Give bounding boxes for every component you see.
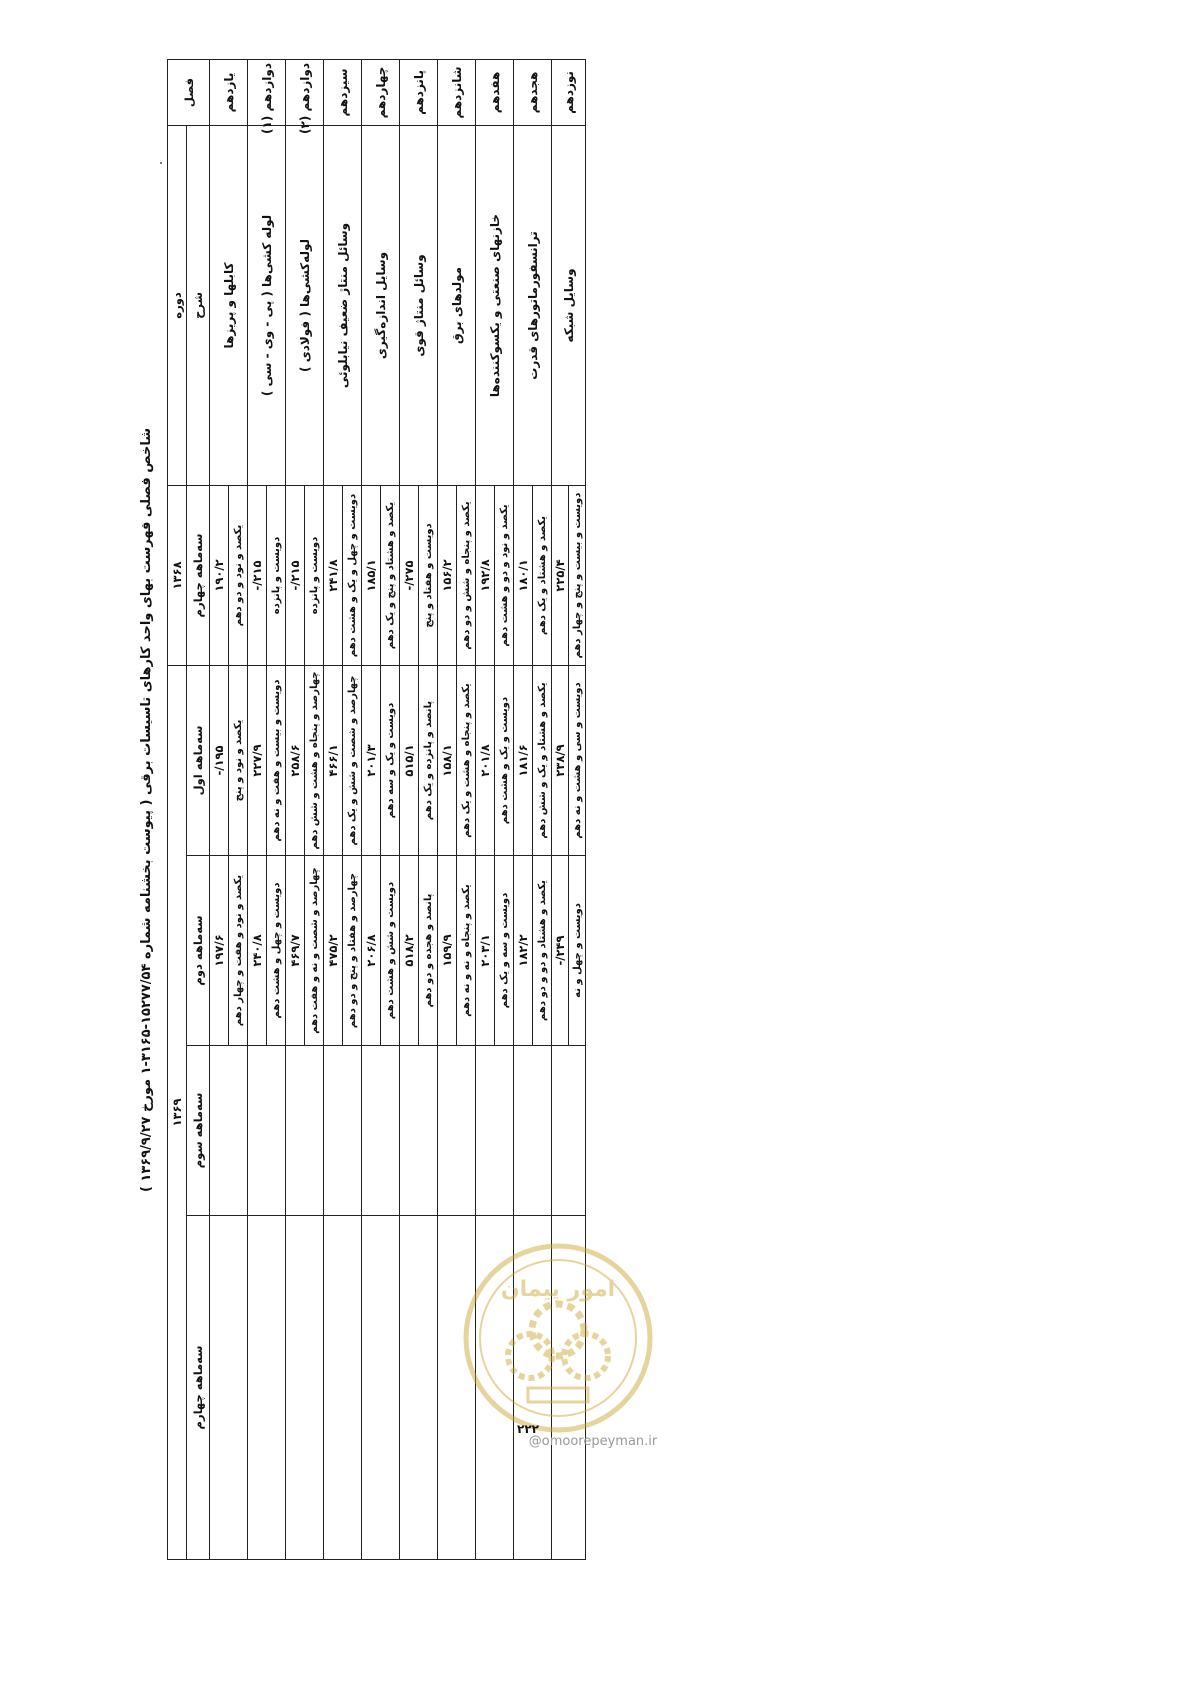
fasl-cell: هفدهم: [476, 59, 514, 125]
q2-value: ۴۷۵/۲: [324, 855, 343, 1045]
page-number: ۲۲۲: [517, 1422, 539, 1436]
description-cell: کابلها و پریزها: [210, 125, 248, 485]
q1-value: ۲۰۱/۸: [476, 665, 495, 855]
description-cell: وسایل شبکه: [552, 125, 586, 485]
q1-words: چهارصد و شصت و شش و یک دهم: [343, 665, 362, 855]
q4-1369-empty-cell: [210, 1215, 248, 1559]
header-period: دوره: [168, 125, 187, 485]
q4-1368-value: ۱۸۰/۱: [514, 485, 533, 665]
q3-empty-cell: [210, 1045, 248, 1215]
q4-1368-words: یکصد و هشتاد و پنج و یک دهم: [381, 485, 400, 665]
q3-empty-cell: [248, 1045, 286, 1215]
q4-1368-words: دویست و پانزده: [305, 485, 324, 665]
q4-1368-words: دویست و هفتاد و پنج: [419, 485, 438, 665]
q4-1369-empty-cell: [324, 1215, 362, 1559]
table-row: [286, 59, 305, 1559]
q2-words: یکصد و پنجاه و نه و نه دهم: [457, 855, 476, 1045]
q1-value: ۵۱۵/۱: [400, 665, 419, 855]
fasl-cell: نوزدهم: [552, 59, 586, 125]
header-q2: سه‌ماهه دوم: [187, 855, 210, 1045]
q2-value: ۴۶۹/۷: [286, 855, 305, 1045]
q4-1368-value: ۱۵۶/۲: [438, 485, 457, 665]
fasl-cell: چهاردهم: [362, 59, 400, 125]
q2-words: یکصد و نود و هفت و چهار دهم: [229, 855, 248, 1045]
q4-1368-value: ۲۷۵/-: [400, 485, 419, 665]
header-sharh: شرح: [187, 125, 210, 485]
q1-value: ۱۵۸/۱: [438, 665, 457, 855]
q3-empty-cell: [324, 1045, 362, 1215]
q4-1368-value: ۲۱۵/-: [286, 485, 305, 665]
q4-1368-words: دویست و پانزده: [267, 485, 286, 665]
fasl-cell: سیزدهم: [324, 59, 362, 125]
q1-words: دویست و بیست و هفت و نه دهم: [267, 665, 286, 855]
description-cell: لوله‌کشی‌ها ( فولادی ): [286, 125, 324, 485]
q4-1368-value: ۲۲۵/۴: [552, 485, 569, 665]
fasl-cell: هجدهم: [514, 59, 552, 125]
q4-1368-words: یکصد و نود و دو و هشت دهم: [495, 485, 514, 665]
watermark-text: @omoorepeyman.ir: [528, 1434, 658, 1449]
q1-words: یکصد و پنجاه و هشت و یک دهم: [457, 665, 476, 855]
q1-words: پانصد و پانزده و یک دهم: [419, 665, 438, 855]
description-cell: وسائل منتاژ قوی: [400, 125, 438, 485]
description-cell: مولدهای برق: [438, 125, 476, 485]
q4-1369-empty-cell: [362, 1215, 400, 1559]
q4-1368-value: ۱۸۵/۱: [362, 485, 381, 665]
q2-words: یکصد و هشتاد و دو و دو دهم: [533, 855, 552, 1045]
q4-1368-value: ۱۹۰/۲: [210, 485, 229, 665]
fasl-cell: شانزدهم: [438, 59, 476, 125]
q1-words: دویست و سی و هشت و نه دهم: [569, 665, 586, 855]
description-cell: ترانسفورماتورهای قدرت: [514, 125, 552, 485]
q3-empty-cell: [286, 1045, 324, 1215]
header-q4-1369: سه‌ماهه چهارم: [187, 1215, 210, 1559]
q2-value: ۲۰۳/۱: [476, 855, 495, 1045]
table-row: [438, 59, 457, 1559]
q4-1368-words: یکصد و پنجاه و شش و دو دهم: [457, 485, 476, 665]
table-row: [248, 59, 267, 1559]
header-q3: سه‌ماهه سوم: [187, 1045, 210, 1215]
q2-words: دویست و چهل و نه: [569, 855, 586, 1045]
q2-value: ۲۰۶/۸: [362, 855, 381, 1045]
fasl-cell: پانزدهم: [400, 59, 438, 125]
q4-1369-empty-cell: [248, 1215, 286, 1559]
q1-value: ۲۳۸/۹: [552, 665, 569, 855]
q4-1368-words: یکصد و هشتاد و یک دهم: [533, 485, 552, 665]
q1-value: ۱۹۵/-: [210, 665, 229, 855]
q4-1368-value: ۲۱۵/-: [248, 485, 267, 665]
q1-words: دویست و یک و سه دهم: [381, 665, 400, 855]
q2-value: ۱۹۷/۶: [210, 855, 229, 1045]
q2-value: ۲۴۰/۸: [248, 855, 267, 1045]
description-cell: وسایل اندازه‌گیری: [362, 125, 400, 485]
q1-value: ۲۰۱/۳: [362, 665, 381, 855]
q2-words: چهارصد و هفتاد و پنج و دو دهم: [343, 855, 362, 1045]
q1-words: دویست و یک و هشت دهم: [495, 665, 514, 855]
q4-1369-empty-cell: [400, 1215, 438, 1559]
table-row: [324, 59, 343, 1559]
q4-1368-value: ۲۴۱/۸: [324, 485, 343, 665]
q1-words: یکصد و هشتاد و یک و شش دهم: [533, 665, 552, 855]
fasl-cell: یازدهم: [210, 59, 248, 125]
q2-value: ۲۴۹/-: [552, 855, 569, 1045]
q4-1368-words: یکصد و نود و دو دهم: [229, 485, 248, 665]
q2-value: ۱۵۹/۹: [438, 855, 457, 1045]
header-fasl: فصل: [168, 59, 210, 125]
q2-words: چهارصد و شصت و نه و هفت دهم: [305, 855, 324, 1045]
description-cell: لوله کشی‌ها ( پی - وی - سی ): [248, 125, 286, 485]
q3-empty-cell: [362, 1045, 400, 1215]
q3-empty-cell: [552, 1045, 586, 1215]
stamp-lettering: امور پیمان: [500, 1277, 616, 1302]
table-row: [362, 59, 381, 1559]
q2-words: دویست و شش و هشت دهم: [381, 855, 400, 1045]
header-year-1369: ۱۳۶۹: [168, 665, 187, 1559]
description-cell: وسائل منتاژ ضعیف نیابلوئی: [324, 125, 362, 485]
q4-1369-empty-cell: [286, 1215, 324, 1559]
table-caption: شاخص فصلی فهرست بهای واحد کارهای تاسیسات برقی ( پیوست بخشنامه شماره ۱۵۲۷۷/۵۴-۳۱۶۵-۱ مورخ ۱۳۶۹/۹/۲۷ ): [139, 427, 154, 1193]
table-row: [400, 59, 419, 1559]
q1-value: ۴۶۶/۱: [324, 665, 343, 855]
header-year-1368: ۱۳۶۸: [168, 485, 187, 665]
q3-empty-cell: [514, 1045, 552, 1215]
q3-empty-cell: [476, 1045, 514, 1215]
table-row: [210, 59, 229, 1559]
q2-words: دویست و چهل و هشت دهم: [267, 855, 286, 1045]
q1-words: یکصد و نود و پنج: [229, 665, 248, 855]
q4-1368-value: ۱۹۲/۸: [476, 485, 495, 665]
q2-words: دویست و سه و یک دهم: [495, 855, 514, 1045]
q1-value: ۲۵۸/۶: [286, 665, 305, 855]
q4-1368-words: دویست و بیست و پنج و چهار دهم: [569, 485, 586, 665]
q1-words: چهارصد و پنجاه و هشت و شش دهم: [305, 665, 324, 855]
header-q4-1368: سه‌ماهه چهارم: [187, 485, 210, 665]
description-cell: خازنهای صنعتی و یکسوکننده‌ها: [476, 125, 514, 485]
fasl-cell: دوازدهم (۲): [286, 59, 324, 125]
fasl-cell: دوازدهم (۱): [248, 59, 286, 125]
q3-empty-cell: [438, 1045, 476, 1215]
q1-value: ۲۲۷/۹: [248, 665, 267, 855]
q2-words: پانصد و هجده و دو دهم: [419, 855, 438, 1045]
header-q1: سه‌ماهه اول: [187, 665, 210, 855]
q2-value: ۱۸۲/۲: [514, 855, 533, 1045]
q2-value: ۵۱۸/۲: [400, 855, 419, 1045]
q4-1368-words: دویست و چهل و یک و هشت دهم: [343, 485, 362, 665]
stamp-watermark: [458, 1238, 658, 1438]
q3-empty-cell: [400, 1045, 438, 1215]
q1-value: ۱۸۱/۶: [514, 665, 533, 855]
